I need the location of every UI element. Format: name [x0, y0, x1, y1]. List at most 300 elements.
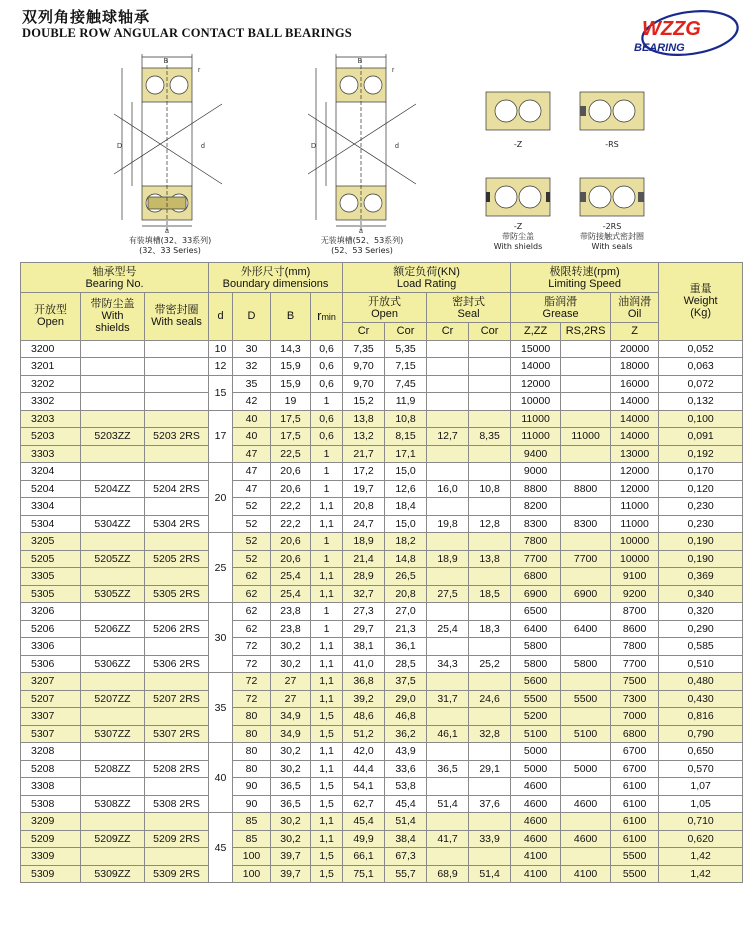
table-cell: 5208: [21, 760, 81, 778]
table-cell: 40: [233, 410, 271, 428]
table-cell: 5306: [21, 655, 81, 673]
table-row: [21, 638, 743, 656]
table-cell: 30,2: [271, 655, 311, 673]
table-cell: [145, 568, 209, 586]
table-cell: [81, 568, 145, 586]
table-cell: 5307: [21, 725, 81, 743]
table-cell: 1: [311, 445, 343, 463]
table-cell: 23,8: [271, 620, 311, 638]
left-diagram-caption-zh: 有装填槽(32、33系列): [128, 236, 212, 245]
header-cor-open: Cor: [385, 323, 427, 341]
table-row: [21, 830, 743, 848]
table-cell: 24,6: [469, 690, 511, 708]
table-cell: 7800: [511, 533, 561, 551]
table-cell: [561, 813, 611, 831]
table-cell: 5305: [21, 585, 81, 603]
table-cell: 1,1: [311, 690, 343, 708]
table-cell: 1,1: [311, 498, 343, 516]
table-cell: 68,9: [427, 865, 469, 883]
table-cell: 100: [233, 848, 271, 866]
variant-2rs-diagram: [578, 174, 646, 220]
table-cell: [561, 340, 611, 358]
table-cell: 34,9: [271, 725, 311, 743]
table-cell: 33,9: [469, 830, 511, 848]
table-cell: 9000: [511, 463, 561, 481]
table-cell: [145, 743, 209, 761]
table-cell: 11000: [511, 428, 561, 446]
table-cell: 14000: [611, 393, 659, 411]
table-cell: 1,42: [659, 865, 743, 883]
table-cell: [81, 463, 145, 481]
table-cell: 11000: [611, 515, 659, 533]
table-cell: 41,7: [427, 830, 469, 848]
table-cell: 85: [233, 830, 271, 848]
table-row: [21, 778, 743, 796]
table-cell: 5307ZZ: [81, 725, 145, 743]
table-cell: 15,0: [385, 463, 427, 481]
table-cell: 1,1: [311, 515, 343, 533]
table-cell: [469, 393, 511, 411]
table-cell: 3304: [21, 498, 81, 516]
table-cell: 5,35: [385, 340, 427, 358]
table-cell: 18,4: [385, 498, 427, 516]
table-cell: [81, 358, 145, 376]
page-title-chinese: 双列角接触球轴承: [22, 8, 151, 26]
table-cell: 6100: [611, 795, 659, 813]
table-cell: 39,7: [271, 848, 311, 866]
table-cell: 30,2: [271, 830, 311, 848]
table-cell: 1: [311, 533, 343, 551]
table-cell: [145, 638, 209, 656]
table-cell: 27,3: [343, 603, 385, 621]
table-cell: 40: [233, 428, 271, 446]
table-row: [21, 480, 743, 498]
table-cell: [469, 778, 511, 796]
table-cell: 1,1: [311, 673, 343, 691]
table-row: [21, 428, 743, 446]
table-cell: 5206: [21, 620, 81, 638]
table-cell: [81, 533, 145, 551]
table-cell: [145, 813, 209, 831]
table-cell: [81, 848, 145, 866]
table-cell: [469, 708, 511, 726]
table-cell: 5600: [511, 673, 561, 691]
dim-d-label: d: [201, 143, 205, 150]
table-cell: 7,35: [343, 340, 385, 358]
table-cell: 0,230: [659, 498, 743, 516]
table-cell: 19: [271, 393, 311, 411]
table-row: [21, 603, 743, 621]
table-cell: 5209: [21, 830, 81, 848]
table-cell: 27: [271, 673, 311, 691]
table-cell: [145, 358, 209, 376]
table-cell: 25,2: [469, 655, 511, 673]
table-cell: 46,8: [385, 708, 427, 726]
table-cell: 45,4: [343, 813, 385, 831]
table-cell: 12000: [611, 463, 659, 481]
table-cell: 8800: [561, 480, 611, 498]
table-row: [21, 795, 743, 813]
header-limiting-speed: 极限转速(rpm) Limiting Speed: [511, 263, 659, 293]
dim-r-label: r: [392, 67, 395, 74]
cell-bore-d: 10: [209, 340, 233, 358]
table-cell: [469, 638, 511, 656]
table-cell: 16000: [611, 375, 659, 393]
table-cell: [81, 743, 145, 761]
table-row: [21, 550, 743, 568]
table-cell: 36,5: [271, 778, 311, 796]
table-cell: 5800: [561, 655, 611, 673]
table-cell: 0,063: [659, 358, 743, 376]
table-cell: 5203ZZ: [81, 428, 145, 446]
table-cell: 43,9: [385, 743, 427, 761]
table-cell: 1,1: [311, 813, 343, 831]
table-cell: 67,3: [385, 848, 427, 866]
table-cell: 1: [311, 603, 343, 621]
table-row: [21, 813, 743, 831]
table-cell: 22,2: [271, 515, 311, 533]
table-cell: 3202: [21, 375, 81, 393]
table-cell: 37,5: [385, 673, 427, 691]
table-cell: 18,9: [343, 533, 385, 551]
table-cell: 48,6: [343, 708, 385, 726]
table-cell: [427, 445, 469, 463]
dim-a-label: a: [165, 228, 169, 234]
table-cell: 27,0: [385, 603, 427, 621]
table-cell: 47: [233, 445, 271, 463]
table-cell: 5304ZZ: [81, 515, 145, 533]
table-cell: 7,45: [385, 375, 427, 393]
table-cell: 20,6: [271, 463, 311, 481]
variant-2rs-caption-en: With seals: [591, 242, 633, 251]
table-cell: 6400: [561, 620, 611, 638]
table-cell: 0,290: [659, 620, 743, 638]
header-bearing-no: 轴承型号 Bearing No.: [21, 263, 209, 293]
table-cell: [469, 743, 511, 761]
table-cell: 3306: [21, 638, 81, 656]
table-cell: [469, 848, 511, 866]
table-cell: 9400: [511, 445, 561, 463]
table-cell: 62: [233, 620, 271, 638]
table-cell: 6900: [511, 585, 561, 603]
table-cell: 30,2: [271, 743, 311, 761]
table-cell: 9,70: [343, 358, 385, 376]
table-cell: 5800: [511, 655, 561, 673]
table-cell: 8,35: [469, 428, 511, 446]
table-cell: 5203 2RS: [145, 428, 209, 446]
table-cell: [145, 778, 209, 796]
table-cell: 0,816: [659, 708, 743, 726]
table-cell: 5000: [511, 760, 561, 778]
table-cell: 27: [271, 690, 311, 708]
table-cell: 13000: [611, 445, 659, 463]
table-cell: 10,8: [385, 410, 427, 428]
table-cell: 0,120: [659, 480, 743, 498]
table-cell: 5209ZZ: [81, 830, 145, 848]
table-cell: 0,510: [659, 655, 743, 673]
table-cell: [81, 393, 145, 411]
table-cell: 20,6: [271, 550, 311, 568]
table-cell: 5205: [21, 550, 81, 568]
table-cell: 17,2: [343, 463, 385, 481]
header-d: d: [209, 293, 233, 341]
table-cell: 23,8: [271, 603, 311, 621]
table-cell: [81, 375, 145, 393]
table-cell: 15,9: [271, 375, 311, 393]
table-cell: 39,2: [343, 690, 385, 708]
table-cell: 10000: [511, 393, 561, 411]
table-cell: 3307: [21, 708, 81, 726]
table-cell: 1,1: [311, 760, 343, 778]
table-cell: [145, 463, 209, 481]
table-cell: 30,2: [271, 638, 311, 656]
table-cell: 1,42: [659, 848, 743, 866]
table-cell: [427, 463, 469, 481]
table-cell: [145, 603, 209, 621]
dim-D-label: D: [117, 143, 123, 150]
table-cell: 0,620: [659, 830, 743, 848]
dim-B-label: B: [357, 58, 363, 65]
header-cor-seal: Cor: [469, 323, 511, 341]
table-cell: 66,1: [343, 848, 385, 866]
table-cell: 52: [233, 498, 271, 516]
table-cell: 15,9: [271, 358, 311, 376]
table-cell: 3204: [21, 463, 81, 481]
table-cell: 21,3: [385, 620, 427, 638]
table-row: [21, 445, 743, 463]
table-cell: 6700: [611, 743, 659, 761]
table-cell: [145, 410, 209, 428]
table-cell: 20,6: [271, 533, 311, 551]
table-cell: 53,8: [385, 778, 427, 796]
table-cell: 4600: [511, 830, 561, 848]
table-cell: 5207ZZ: [81, 690, 145, 708]
table-cell: 7500: [611, 673, 659, 691]
table-cell: 36,5: [427, 760, 469, 778]
table-cell: 0,650: [659, 743, 743, 761]
table-cell: 36,1: [385, 638, 427, 656]
table-cell: 8200: [511, 498, 561, 516]
table-cell: 29,0: [385, 690, 427, 708]
table-cell: [561, 533, 611, 551]
table-cell: 72: [233, 690, 271, 708]
table-row: [21, 498, 743, 516]
table-cell: 5500: [561, 690, 611, 708]
table-cell: 22,2: [271, 498, 311, 516]
table-cell: 32,7: [343, 585, 385, 603]
table-cell: 29,7: [343, 620, 385, 638]
table-cell: [469, 375, 511, 393]
page-title-english: DOUBLE ROW ANGULAR CONTACT BALL BEARINGS: [22, 26, 352, 40]
table-cell: [145, 533, 209, 551]
table-cell: 31,7: [427, 690, 469, 708]
table-cell: 72: [233, 655, 271, 673]
table-cell: [81, 778, 145, 796]
table-cell: 30,2: [271, 760, 311, 778]
table-row: [21, 620, 743, 638]
table-cell: 11000: [561, 428, 611, 446]
variant-z-diagram: [484, 88, 552, 134]
table-cell: 5307 2RS: [145, 725, 209, 743]
header-open: 开放型 Open: [21, 293, 81, 341]
table-cell: 62: [233, 603, 271, 621]
table-cell: 6100: [611, 778, 659, 796]
table-cell: 32,8: [469, 725, 511, 743]
table-cell: 5200: [511, 708, 561, 726]
table-cell: 1,1: [311, 830, 343, 848]
table-cell: 8300: [561, 515, 611, 533]
table-cell: 27,5: [427, 585, 469, 603]
table-cell: [469, 340, 511, 358]
table-cell: [427, 498, 469, 516]
left-diagram-caption-en: (32、33 Series): [139, 246, 201, 255]
table-cell: 38,1: [343, 638, 385, 656]
table-cell: 5207: [21, 690, 81, 708]
table-cell: 5308 2RS: [145, 795, 209, 813]
header-z-oil: Z: [611, 323, 659, 341]
table-cell: 15,2: [343, 393, 385, 411]
table-cell: 72: [233, 673, 271, 691]
table-cell: [145, 848, 209, 866]
table-cell: 1,1: [311, 638, 343, 656]
table-cell: 0,6: [311, 428, 343, 446]
cell-bore-d: 25: [209, 533, 233, 603]
table-cell: 18,9: [427, 550, 469, 568]
table-cell: 90: [233, 795, 271, 813]
table-cell: 1: [311, 393, 343, 411]
table-row: [21, 340, 743, 358]
table-cell: [427, 393, 469, 411]
table-cell: 15,0: [385, 515, 427, 533]
table-cell: [145, 445, 209, 463]
table-cell: [81, 410, 145, 428]
table-cell: 0,230: [659, 515, 743, 533]
table-cell: 7800: [611, 638, 659, 656]
table-cell: [145, 375, 209, 393]
table-cell: [561, 375, 611, 393]
table-cell: 5500: [611, 865, 659, 883]
table-cell: 1: [311, 550, 343, 568]
table-cell: 5206 2RS: [145, 620, 209, 638]
table-row: [21, 515, 743, 533]
table-cell: 18,2: [385, 533, 427, 551]
header-rs-2rs: RS,2RS: [561, 323, 611, 341]
header-B: B: [271, 293, 311, 341]
table-cell: 62: [233, 585, 271, 603]
table-row: [21, 585, 743, 603]
table-cell: 4100: [511, 848, 561, 866]
table-row: [21, 463, 743, 481]
table-cell: 52: [233, 515, 271, 533]
dim-d-label: d: [395, 143, 399, 150]
table-cell: 49,9: [343, 830, 385, 848]
table-cell: 6900: [561, 585, 611, 603]
table-cell: [81, 445, 145, 463]
table-cell: 100: [233, 865, 271, 883]
table-cell: 90: [233, 778, 271, 796]
table-row: [21, 568, 743, 586]
table-row: [21, 743, 743, 761]
table-cell: 14,8: [385, 550, 427, 568]
table-cell: 28,5: [385, 655, 427, 673]
table-cell: 1,07: [659, 778, 743, 796]
table-cell: 5500: [611, 848, 659, 866]
table-cell: 1,5: [311, 708, 343, 726]
cell-bore-d: 12: [209, 358, 233, 376]
cell-bore-d: 17: [209, 410, 233, 463]
table-cell: 0,6: [311, 340, 343, 358]
table-cell: 6700: [611, 760, 659, 778]
table-cell: 21,7: [343, 445, 385, 463]
table-cell: [81, 603, 145, 621]
table-cell: 5207 2RS: [145, 690, 209, 708]
table-cell: 72: [233, 638, 271, 656]
table-cell: 3206: [21, 603, 81, 621]
table-cell: [469, 410, 511, 428]
table-cell: [427, 603, 469, 621]
table-cell: 80: [233, 760, 271, 778]
table-cell: 0,132: [659, 393, 743, 411]
table-cell: 5204: [21, 480, 81, 498]
table-cell: [561, 498, 611, 516]
table-cell: [469, 358, 511, 376]
table-cell: 42,0: [343, 743, 385, 761]
table-cell: [81, 673, 145, 691]
variant-z-label: -Z: [513, 140, 523, 149]
table-cell: 18,5: [469, 585, 511, 603]
table-cell: [427, 410, 469, 428]
table-cell: 5304 2RS: [145, 515, 209, 533]
header-weight: 重量 Weight (Kg): [659, 263, 743, 341]
table-cell: 4600: [561, 795, 611, 813]
table-cell: 10,8: [469, 480, 511, 498]
logo-text: WZZG: [642, 18, 701, 40]
table-cell: [469, 445, 511, 463]
variant-2rs-caption-zh: 带防接触式密封圈: [580, 232, 644, 241]
table-cell: 24,7: [343, 515, 385, 533]
table-cell: 1,5: [311, 865, 343, 883]
table-cell: 16,0: [427, 480, 469, 498]
table-cell: [469, 673, 511, 691]
table-cell: 5100: [511, 725, 561, 743]
table-cell: 7300: [611, 690, 659, 708]
dim-r-label: r: [198, 67, 201, 74]
table-cell: 25,4: [271, 585, 311, 603]
table-cell: [427, 533, 469, 551]
table-cell: 75,1: [343, 865, 385, 883]
table-row: [21, 533, 743, 551]
table-cell: 1,05: [659, 795, 743, 813]
table-cell: 1: [311, 480, 343, 498]
table-cell: [561, 393, 611, 411]
table-cell: 5208ZZ: [81, 760, 145, 778]
table-cell: 41,0: [343, 655, 385, 673]
table-cell: [145, 708, 209, 726]
table-cell: 7700: [511, 550, 561, 568]
table-cell: [469, 568, 511, 586]
table-cell: 21,4: [343, 550, 385, 568]
table-cell: 9100: [611, 568, 659, 586]
bearing-diagram-filling-slot: [112, 54, 230, 234]
table-cell: 3308: [21, 778, 81, 796]
table-cell: 11,9: [385, 393, 427, 411]
table-cell: [469, 603, 511, 621]
table-cell: 25,4: [271, 568, 311, 586]
table-row: [21, 760, 743, 778]
table-cell: 5500: [511, 690, 561, 708]
table-cell: [561, 410, 611, 428]
header-with-seals: 带密封圈 With seals: [145, 293, 209, 341]
